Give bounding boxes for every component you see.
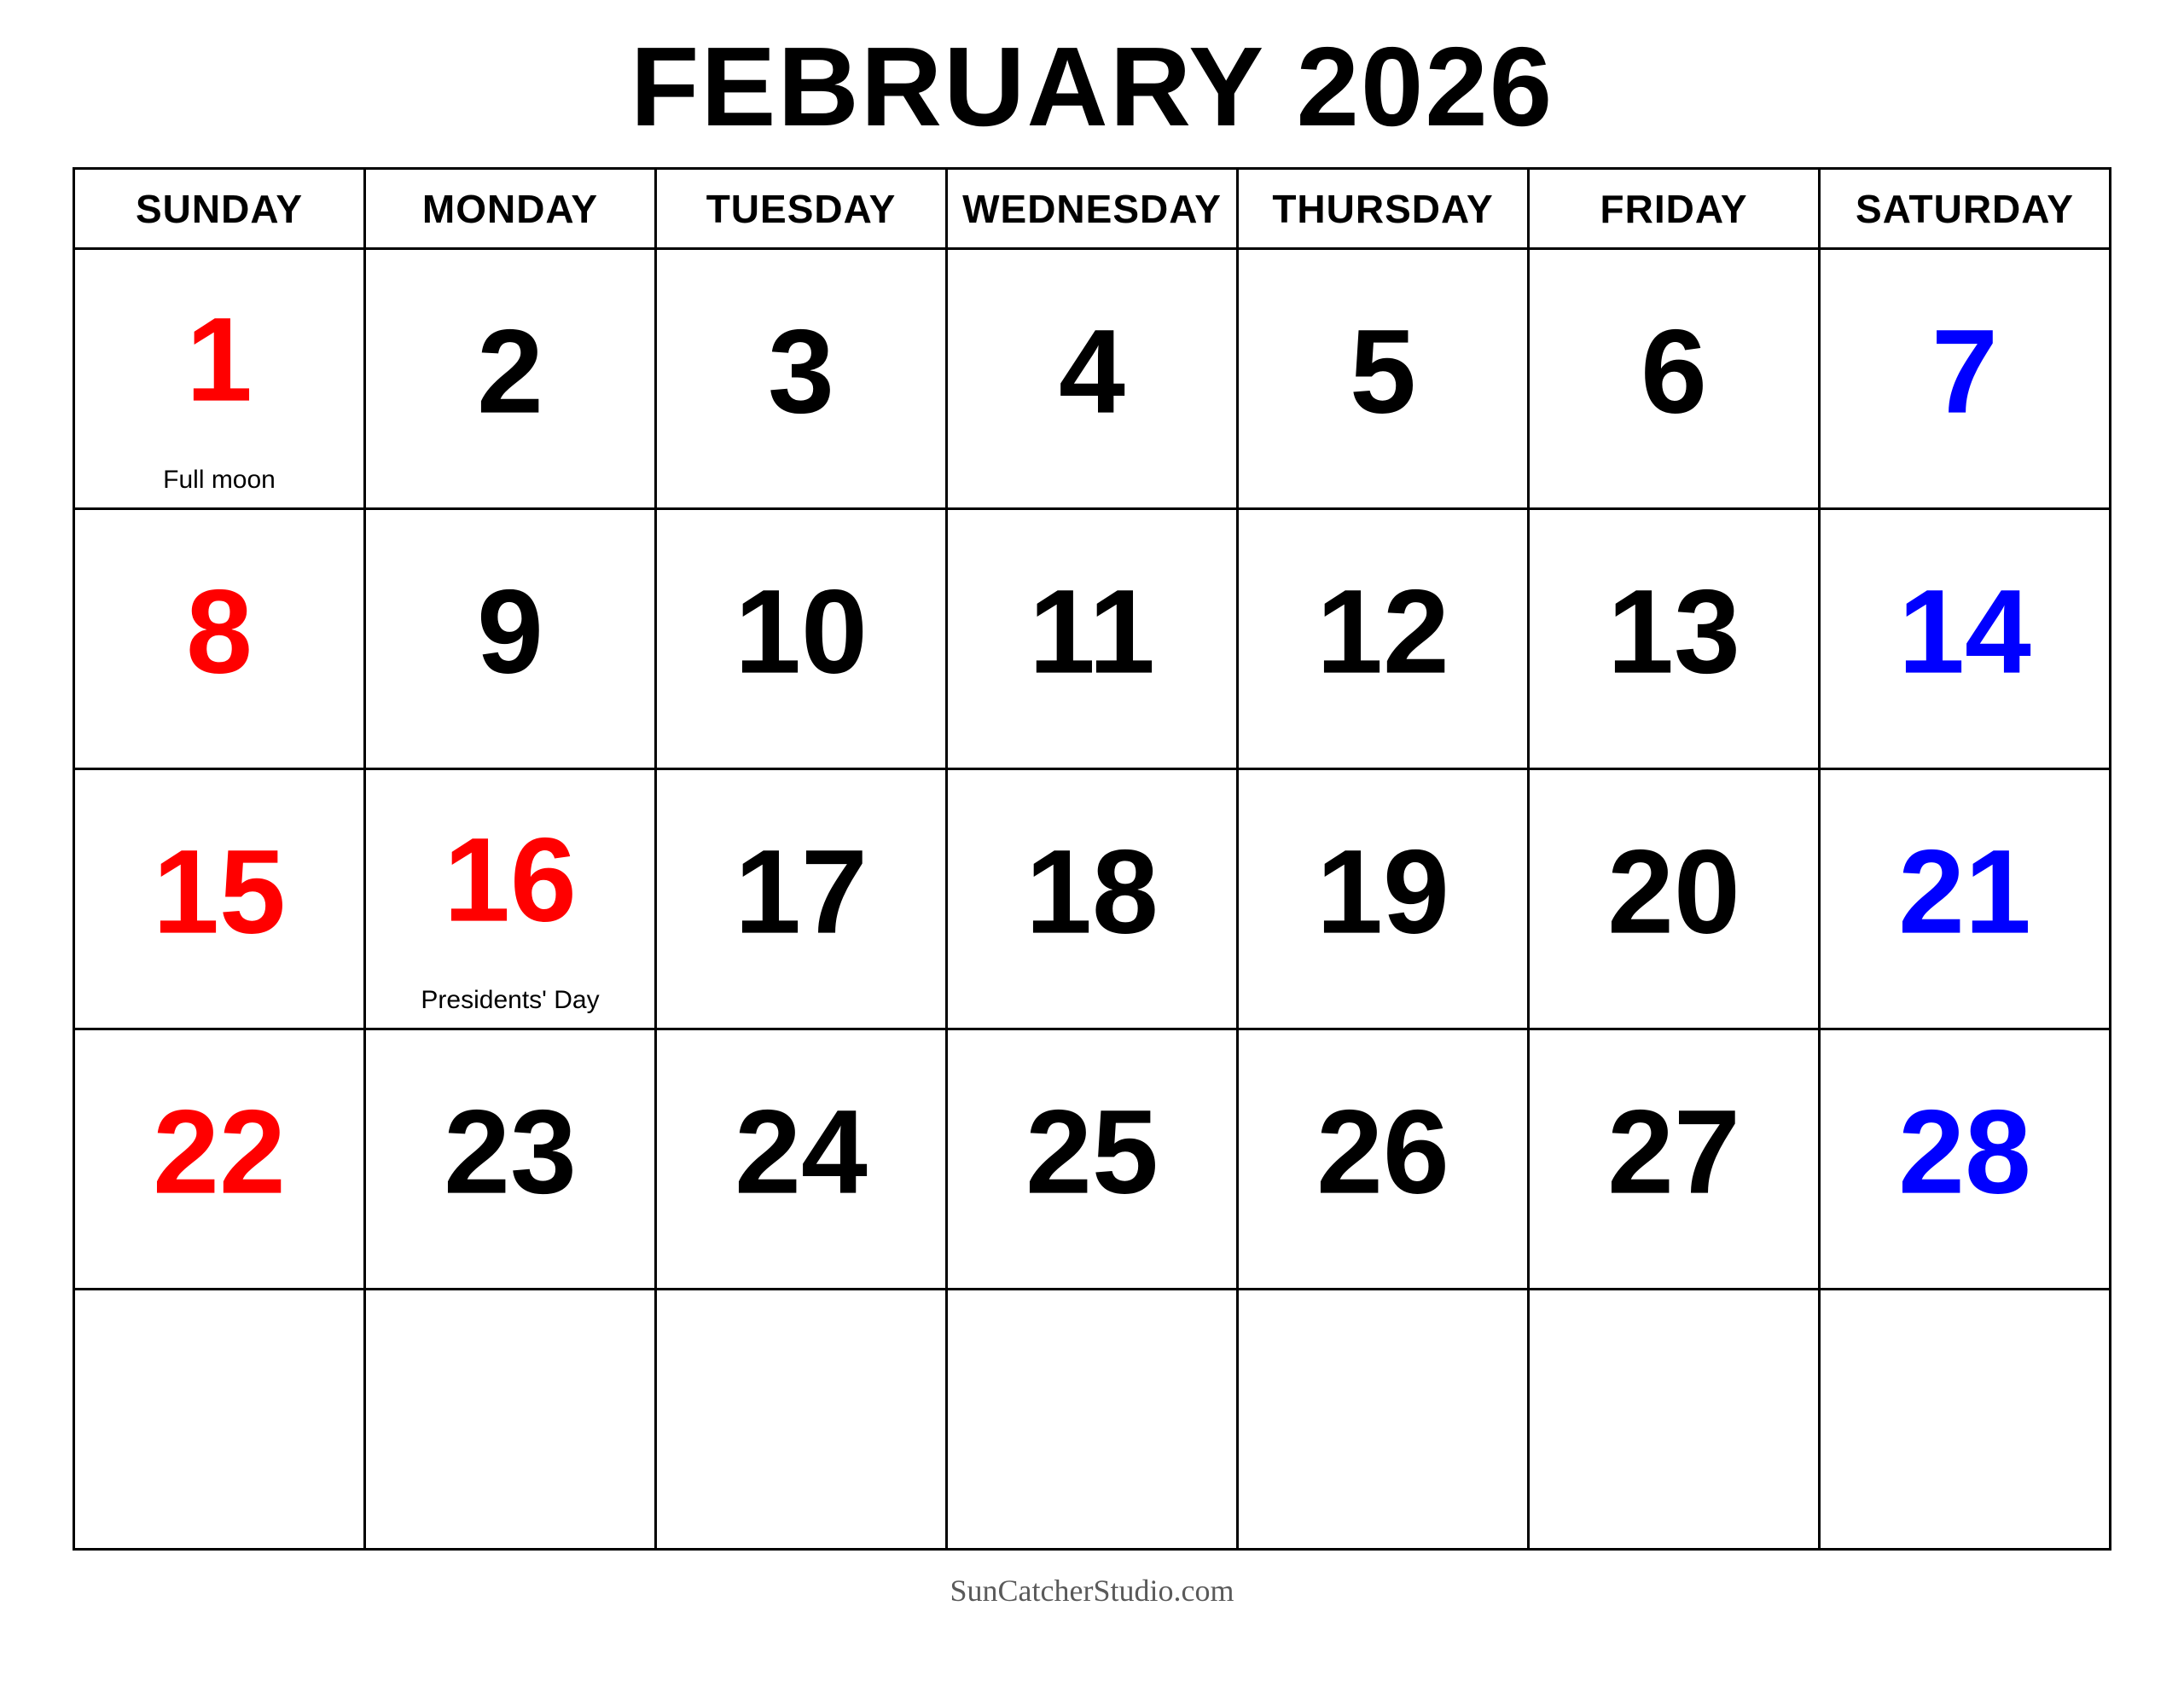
day-number: 19 xyxy=(1316,824,1449,959)
day-cell[interactable] xyxy=(948,250,1239,510)
day-number: 1 xyxy=(186,292,253,426)
calendar-grid xyxy=(73,167,2111,1551)
day-number: 8 xyxy=(186,564,253,699)
day-number: 26 xyxy=(1316,1084,1449,1219)
day-number: 16 xyxy=(444,812,577,947)
day-note: Presidents' Day xyxy=(421,986,600,1014)
weekday-header-tuesday: TUESDAY xyxy=(657,170,948,250)
day-number: 12 xyxy=(1316,564,1449,699)
weekday-header-friday: FRIDAY xyxy=(1530,170,1821,250)
day-cell[interactable] xyxy=(948,1030,1239,1290)
day-number: 7 xyxy=(1931,304,1998,438)
day-cell[interactable] xyxy=(366,1030,657,1290)
day-cell[interactable] xyxy=(1239,250,1530,510)
day-cell-empty[interactable] xyxy=(1821,1290,2111,1551)
day-number: 5 xyxy=(1350,304,1416,438)
day-cell[interactable] xyxy=(657,770,948,1030)
day-cell[interactable] xyxy=(948,510,1239,770)
day-cell[interactable] xyxy=(75,250,366,510)
day-number: 24 xyxy=(735,1084,868,1219)
day-cell[interactable] xyxy=(366,770,657,1030)
day-cell-empty[interactable] xyxy=(1239,1290,1530,1551)
day-cell[interactable] xyxy=(657,250,948,510)
weekday-header-sunday: SUNDAY xyxy=(75,170,366,250)
weekday-header-saturday: SATURDAY xyxy=(1821,170,2111,250)
day-cell[interactable] xyxy=(366,250,657,510)
day-cell[interactable] xyxy=(1530,1030,1821,1290)
day-number: 20 xyxy=(1607,824,1740,959)
day-cell-empty[interactable] xyxy=(948,1290,1239,1551)
day-number: 4 xyxy=(1059,304,1125,438)
day-cell[interactable] xyxy=(1239,770,1530,1030)
day-note: Full moon xyxy=(163,466,276,494)
day-number: 23 xyxy=(444,1084,577,1219)
day-number: 2 xyxy=(477,304,543,438)
weekday-header-thursday: THURSDAY xyxy=(1239,170,1530,250)
day-cell-empty[interactable] xyxy=(366,1290,657,1551)
day-number: 18 xyxy=(1025,824,1159,959)
day-cell[interactable] xyxy=(1821,250,2111,510)
day-cell[interactable] xyxy=(948,770,1239,1030)
day-cell[interactable] xyxy=(657,510,948,770)
day-number: 9 xyxy=(477,564,543,699)
day-number: 21 xyxy=(1898,824,2031,959)
day-number: 25 xyxy=(1025,1084,1159,1219)
day-cell-empty[interactable] xyxy=(75,1290,366,1551)
day-cell[interactable] xyxy=(75,510,366,770)
day-cell[interactable] xyxy=(1530,250,1821,510)
day-number: 27 xyxy=(1607,1084,1740,1219)
day-cell[interactable] xyxy=(366,510,657,770)
day-cell-empty[interactable] xyxy=(657,1290,948,1551)
day-cell[interactable] xyxy=(1821,510,2111,770)
day-number: 14 xyxy=(1898,564,2031,699)
day-number: 3 xyxy=(768,304,834,438)
day-cell[interactable] xyxy=(1821,1030,2111,1290)
day-number: 11 xyxy=(1029,564,1155,699)
day-cell[interactable] xyxy=(75,770,366,1030)
page-title: FEBRUARY 2026 xyxy=(630,24,1554,149)
day-number: 13 xyxy=(1607,564,1740,699)
day-cell-empty[interactable] xyxy=(1530,1290,1821,1551)
weekday-header-monday: MONDAY xyxy=(366,170,657,250)
weekday-header-wednesday: WEDNESDAY xyxy=(948,170,1239,250)
footer-credit: SunCatcherStudio.com xyxy=(950,1574,1234,1608)
day-number: 10 xyxy=(735,564,868,699)
day-cell[interactable] xyxy=(75,1030,366,1290)
day-number: 17 xyxy=(735,824,868,959)
day-cell[interactable] xyxy=(1239,510,1530,770)
day-number: 15 xyxy=(153,824,286,959)
day-number: 22 xyxy=(153,1084,286,1219)
day-cell[interactable] xyxy=(1239,1030,1530,1290)
day-number: 6 xyxy=(1641,304,1707,438)
day-cell[interactable] xyxy=(657,1030,948,1290)
day-cell[interactable] xyxy=(1530,510,1821,770)
day-cell[interactable] xyxy=(1530,770,1821,1030)
day-number: 28 xyxy=(1898,1084,2031,1219)
day-cell[interactable] xyxy=(1821,770,2111,1030)
